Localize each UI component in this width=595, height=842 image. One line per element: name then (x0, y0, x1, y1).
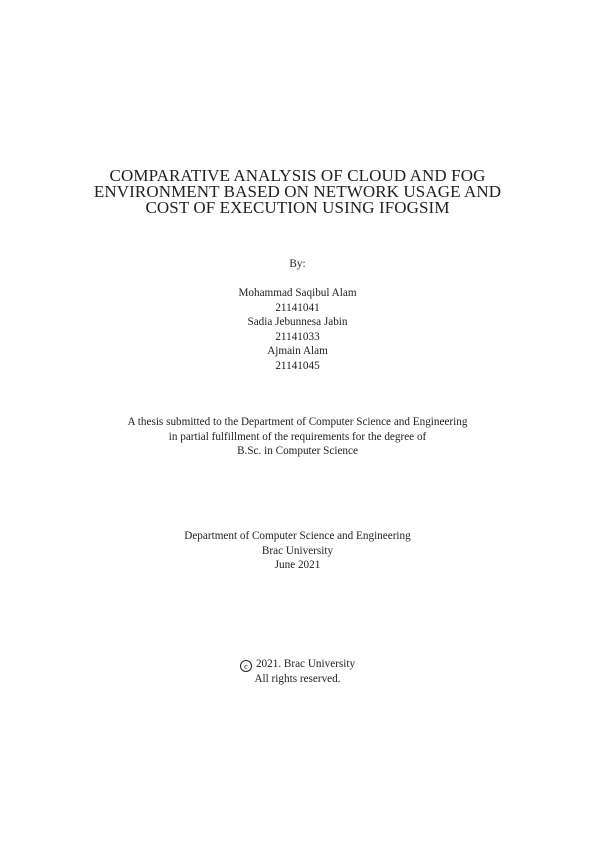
author-id-2: 21141033 (275, 330, 320, 343)
thesis-statement-line-3: B.Sc. in Computer Science (237, 445, 358, 458)
rights-reserved: All rights reserved. (254, 673, 341, 685)
author-name-1: Mohammad Saqibul Alam (238, 287, 357, 299)
copyright-icon: c (240, 660, 252, 672)
title-line-2: ENVIRONMENT BASED ON NETWORK USAGE AND (93, 182, 502, 201)
author-name-2: Sadia Jebunnesa Jabin (247, 316, 348, 329)
copyright-line (0, 657, 595, 672)
author-id-3: 21141045 (275, 359, 320, 372)
author-id-1: 21141041 (275, 301, 320, 314)
title-line-1: COMPARATIVE ANALYSIS OF CLOUD AND FOG (109, 166, 486, 185)
university-name: Brac University (261, 544, 334, 557)
by-label: By: (289, 258, 306, 270)
title-line-3: COST OF EXECUTION USING IFOGSIM (145, 198, 450, 217)
copyright-block (0, 657, 595, 687)
thesis-statement (0, 415, 595, 459)
submission-date: June 2021 (274, 559, 321, 572)
copyright-text: 2021. Brac University (255, 658, 356, 670)
author-name-3: Ajmain Alam (267, 345, 328, 358)
department-name: Department of Computer Science and Engineering (184, 530, 411, 542)
thesis-title (0, 168, 595, 216)
thesis-statement-line-1: A thesis submitted to the Department of Computer Science and Engineering (127, 416, 468, 428)
institution-block (0, 529, 595, 573)
thesis-statement-line-2: in partial fulfillment of the requirements for the degree of (168, 430, 427, 443)
author-list (0, 286, 595, 374)
